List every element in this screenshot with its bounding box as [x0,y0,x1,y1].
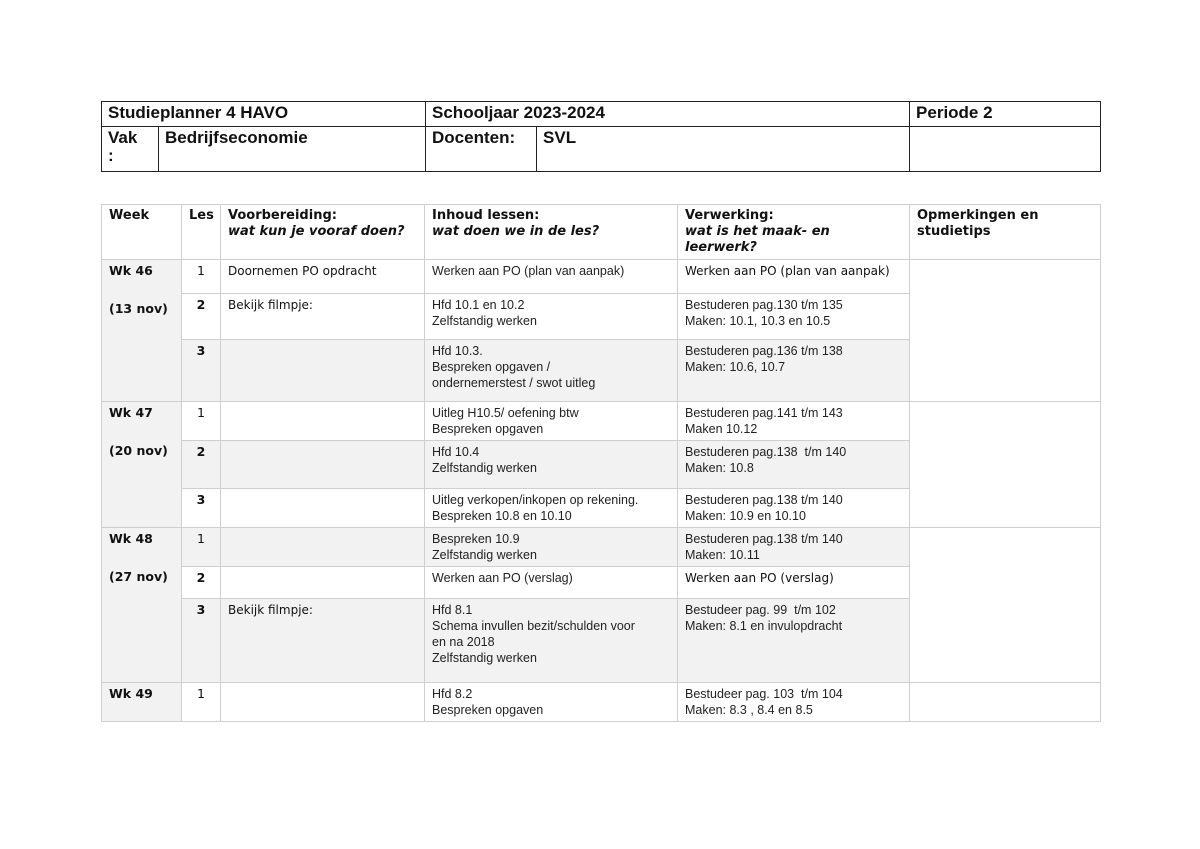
cell-line: ondernemerstest / swot uitleg [432,376,596,390]
cell-line: Zelfstandig werken [432,314,537,328]
teachers-value: SVL [537,127,910,172]
week-date: (27 nov) [109,569,168,584]
work-cell [678,402,910,441]
col-notes: Opmerkingen en studietips [910,205,1101,260]
cell-line: Uitleg verkopen/inkopen op rekening. [432,493,639,507]
lesson-number: 2 [182,567,221,599]
prep-cell: Bekijk filmpje: [221,599,425,683]
lesson-number: 1 [182,260,221,294]
cell-line: Hfd 10.3. [432,344,483,358]
cell-line: Bestuderen pag.138 t/m 140 [685,445,847,459]
prep-cell [221,402,425,441]
cell-line: Hfd 10.1 en 10.2 [432,298,525,312]
prep-cell [221,528,425,567]
col-les: Les [182,205,221,260]
week-cell [102,528,182,683]
lesson-number: 3 [182,489,221,528]
cell-line: Uitleg H10.5/ oefening btw [432,406,579,420]
cell-line: Maken: 10.8 [685,461,754,475]
planner-body [102,260,1101,722]
notes-cell [910,402,1101,528]
cell-line: Bespreken opgaven [432,422,544,436]
content-cell [425,567,678,599]
empty-cell [910,127,1101,172]
lesson-number: 2 [182,441,221,489]
week-label: Wk 48 [109,531,153,546]
cell-line: Maken: 10.9 en 10.10 [685,509,806,523]
prep-cell [221,683,425,722]
week-cell [102,260,182,402]
cell-line: Zelfstandig werken [432,461,537,475]
week-date: (13 nov) [109,301,168,316]
prep-cell [221,567,425,599]
cell-line: Bespreken 10.8 en 10.10 [432,509,572,523]
work-cell [678,683,910,722]
lesson-number: 2 [182,294,221,340]
prep-cell [221,489,425,528]
cell-line: Zelfstandig werken [432,548,537,562]
content-cell [425,340,678,402]
table-row [102,402,1101,441]
prep-cell: Doornemen PO opdracht [221,260,425,294]
cell-line: Bespreken opgaven [432,703,544,717]
content-cell [425,489,678,528]
col-content: Inhoud lessen: wat doen we in de les? [425,205,678,260]
cell-line: Bestuderen pag.138 t/m 140 [685,532,843,546]
notes-cell [910,260,1101,402]
subject-label: Vak : [102,127,159,172]
table-header-row [102,205,1101,260]
content-cell [425,599,678,683]
week-cell [102,683,182,722]
cell-line: Werken aan PO (verslag) [432,571,573,585]
cell-line: en na 2018 [432,635,495,649]
cell-line: Bestuderen pag.136 t/m 138 [685,344,843,358]
content-cell [425,441,678,489]
content-cell [425,528,678,567]
cell-line: Hfd 8.1 [432,603,473,617]
lesson-number: 3 [182,340,221,402]
col-week: Week [102,205,182,260]
week-label: Wk 49 [109,686,153,701]
lesson-number: 1 [182,402,221,441]
schoolyear: Schooljaar 2023-2024 [426,102,910,127]
cell-line: Bestudeer pag. 99 t/m 102 [685,603,836,617]
content-cell [425,402,678,441]
lesson-number: 3 [182,599,221,683]
work-cell [678,528,910,567]
col-work: Verwerking: wat is het maak- en leerwerk? [678,205,910,260]
cell-line: Bestuderen pag.130 t/m 135 [685,298,843,312]
week-label: Wk 47 [109,405,153,420]
cell-line: Maken: 10.6, 10.7 [685,360,786,374]
table-row [102,683,1101,722]
cell-line: Werken aan PO (verslag) [685,571,834,585]
planner-table [101,204,1101,722]
cell-line: Zelfstandig werken [432,651,537,665]
lesson-number: 1 [182,683,221,722]
prep-cell: Bekijk filmpje: [221,294,425,340]
work-cell [678,340,910,402]
cell-line: Maken: 8.3 , 8.4 en 8.5 [685,703,813,717]
prep-cell [221,441,425,489]
cell-line: Maken: 10.1, 10.3 en 10.5 [685,314,831,328]
content-cell [425,294,678,340]
subject-value: Bedrijfseconomie [159,127,426,172]
period: Periode 2 [910,102,1101,127]
cell-line: Werken aan PO (plan van aanpak) [685,264,890,278]
cell-line: Bespreken 10.9 [432,532,520,546]
week-label: Wk 46 [109,263,153,278]
planner-header [101,101,1101,172]
cell-line: Bespreken opgaven / [432,360,551,374]
planner-title: Studieplanner 4 HAVO [102,102,426,127]
table-row [102,260,1101,294]
cell-line: Bestudeer pag. 103 t/m 104 [685,687,843,701]
cell-line: Maken: 8.1 en invulopdracht [685,619,843,633]
cell-line: Maken 10.12 [685,422,758,436]
notes-cell [910,528,1101,683]
teachers-label: Docenten: [426,127,537,172]
cell-line: Maken: 10.11 [685,548,760,562]
lesson-number: 1 [182,528,221,567]
cell-line: Hfd 8.2 [432,687,473,701]
content-cell [425,683,678,722]
work-cell [678,599,910,683]
work-cell [678,567,910,599]
work-cell [678,441,910,489]
cell-line: Schema invullen bezit/schulden voor [432,619,635,633]
cell-line: Bestuderen pag.138 t/m 140 [685,493,843,507]
week-cell [102,402,182,528]
prep-cell [221,340,425,402]
notes-cell [910,683,1101,722]
work-cell [678,489,910,528]
col-prep: Voorbereiding: wat kun je vooraf doen? [221,205,425,260]
cell-line: Werken aan PO (plan van aanpak) [432,264,625,278]
cell-line: Bestuderen pag.141 t/m 143 [685,406,843,420]
work-cell [678,294,910,340]
work-cell [678,260,910,294]
content-cell [425,260,678,294]
week-date: (20 nov) [109,443,168,458]
table-row [102,528,1101,567]
cell-line: Hfd 10.4 [432,445,480,459]
